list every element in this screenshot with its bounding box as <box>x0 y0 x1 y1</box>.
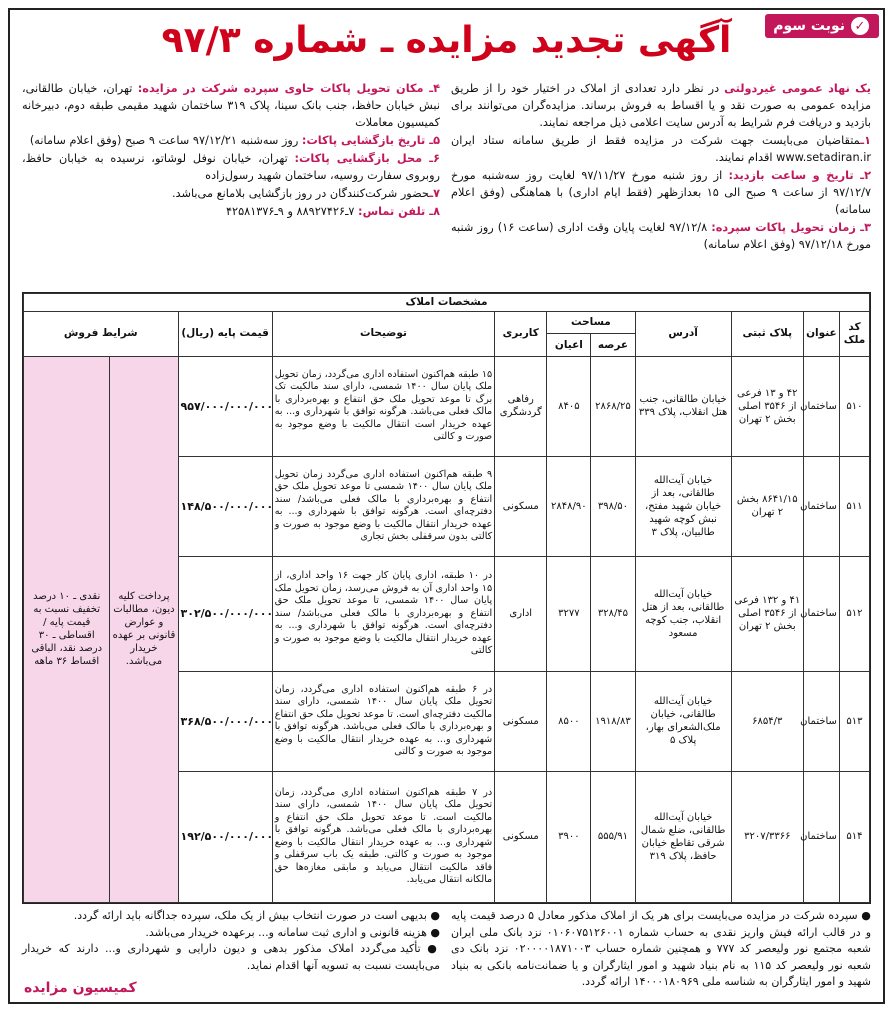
cell-usage: مسکونی <box>495 771 547 902</box>
info-right <box>451 80 871 254</box>
note-item: ● هزینه قانونی و اداری ثبت سامانه و... برعهده خریدار می‌باشد. <box>145 925 440 939</box>
cell-price: ۳۶۸/۵۰۰/۰۰۰/۰۰۰ <box>178 672 272 772</box>
cell-land: ۳۲۸/۴۵ <box>591 556 635 671</box>
cell-description: ۹ طبقه هم‌اکنون استفاده اداری می‌گردد زمان تحویل ملک پایان سال ۱۴۰۰ شمسی تا موعد تحویل ملک حق انتفاع و بهره‌برداری با مالک فعلی می‌باشد/ سند دفترچه‌ای است. هرگونه توافق با شهرداری و... به عهده خریدار انتقال مالکیت با وضع موجود به صورت و کالتی بدون سرقفلی بخش تجاری <box>272 456 494 556</box>
header-description: توضیحات <box>272 312 494 357</box>
cell-code: ۵۱۲ <box>839 556 869 671</box>
cell-building: ۸۵۰۰ <box>547 672 591 772</box>
cell-address: خیابان آیت‌الله طالقانی، بعد از هتل انقلاب، جنب کوچه مسعود <box>635 556 731 671</box>
cell-building: ۳۹۰۰ <box>547 771 591 902</box>
cell-price: ۳۰۲/۵۰۰/۰۰۰/۰۰۰ <box>178 556 272 671</box>
cell-land: ۳۹۸/۵۰ <box>591 456 635 556</box>
round-label: نوبت سوم <box>773 18 845 34</box>
info-item: ۵ـ تاریخ بازگشایی پاکات: روز سه‌شنبه ۹۷/۱۲/۲۱ ساعت ۹ صبح (وفق اعلام سامانه) <box>29 134 440 147</box>
header-usage: کاربری <box>495 312 547 357</box>
info-item: ۸ـ تلفن تماس: ۷ـ۸۸۹۲۷۴۲۶ و ۹ـ۴۲۵۸۱۳۷۶ <box>225 205 440 218</box>
cell-title: ساختمان <box>803 672 839 772</box>
cell-address: خیابان آیت‌الله طالقانی، بعد از خیابان شهید مفتح، نبش کوچه شهید طالبیان، پلاک ۳ <box>635 456 731 556</box>
cell-land: ۱۹۱۸/۸۳ <box>591 672 635 772</box>
cell-building: ۲۸۴۸/۹۰ <box>547 456 591 556</box>
cell-usage: مسکونی <box>495 672 547 772</box>
cell-land: ۲۸۶۸/۲۵ <box>591 356 635 456</box>
header-title: عنوان <box>803 312 839 357</box>
cell-terms-inner: پرداخت کلیه دیون، مطالبات و عوارض قانونی بر عهده خریدار می‌باشد. <box>110 356 178 902</box>
cell-price: ۱۴۸/۵۰۰/۰۰۰/۰۰۰ <box>178 456 272 556</box>
auction-advertisement <box>8 8 885 1004</box>
notes-right <box>451 908 871 991</box>
cell-building: ۳۲۷۷ <box>547 556 591 671</box>
note-item: ● بدیهی است در صورت انتخاب بیش از یک ملک، سپرده جداگانه باید ارائه گردد. <box>73 909 440 922</box>
cell-code: ۵۱۱ <box>839 456 869 556</box>
check-icon: ✓ <box>851 17 869 35</box>
cell-terms-outer: نقدی ـ ۱۰ درصد تخفیف نسبت به قیمت پایه / اقساطی ـ ۳۰ درصد نقد، الباقی اقساط ۳۶ ماهه <box>24 356 110 902</box>
cell-code: ۵۱۰ <box>839 356 869 456</box>
cell-code: ۵۱۳ <box>839 672 869 772</box>
header-code: کد ملک <box>839 312 869 357</box>
cell-building: ۸۴۰۵ <box>547 356 591 456</box>
note-item: ● تأکید می‌گردد املاک مذکور بدهی و دیون دارایی و شهرداری و... دارند که خریدار می‌بایست نسبت به تسویه آنها اقدام نماید. <box>22 942 440 972</box>
cell-plaque: ۳۲۰۷/۳۳۶۶ <box>731 771 803 902</box>
info-item: ۶ـ محل بازگشایی پاکات: تهران، خیابان نوفل لوشاتو، نرسیده به خیابان حافظ، روبروی سفارت روسیه، ساختمان شهید رسول‌زاده <box>22 152 440 182</box>
cell-description: در ۷ طبقه هم‌اکنون استفاده اداری می‌گردد، زمان تحویل ملک پایان سال ۱۴۰۰ شمسی، دارای سند مالکیت است. تا موعد تحویل ملک حق انتفاع و بهره‌برداری با مالک فعلی می‌باشد. هرگونه توافق با شهرداری و... به عهده خریدار انتقال مالکیت با وضع موجود به صورت و کالتی. طبقه یک باب سرقفلی و فاقد مالکیت انتقال می‌یابد و مابقی مغازه‌ها حق مالکانه انتقال می‌یابد. <box>272 771 494 902</box>
cell-title: ساختمان <box>803 771 839 902</box>
cell-description: در ۶ طبقه هم‌اکنون استفاده اداری می‌گردد، زمان تحویل ملک پایان سال ۱۴۰۰ شمسی، دارای سند مالکیت دفترچه‌ای است. تا موعد تحویل ملک حق انتفاع و بهره‌برداری با مالک فعلی می‌باشد. هرگونه توافق با شهرداری و... به عهده خریدار انتقال مالکیت با وضع موجود به صورت و کالتی <box>272 672 494 772</box>
cell-usage: مسکونی <box>495 456 547 556</box>
cell-usage: رفاهی گردشگری <box>495 356 547 456</box>
table-row <box>24 356 870 456</box>
info-item: ۷ـحضور شرکت‌کنندگان در روز بازگشایی بلامانع می‌باشد. <box>171 187 440 200</box>
cell-plaque: ۶۸۵۴/۳ <box>731 672 803 772</box>
notes-left <box>22 908 440 974</box>
table-section-title: مشخصات املاک <box>24 294 870 312</box>
info-item: ۳ـ زمان تحویل پاکات سپرده: ۹۷/۱۲/۸ لغایت پایان وقت اداری (ساعت ۱۶) روز شنبه مورخ ۹۷/۱۲/۱۸ (وفق اعلام سامانه) <box>451 221 871 251</box>
header-terms: شرایط فروش <box>24 312 179 357</box>
cell-description: در ۱۰ طبقه، اداری پایان کار جهت ۱۶ واحد اداری، از ۱۵ واحد اداری آن به فروش می‌رسد، زمان تحویل ملک پایان سال ۱۴۰۰ شمسی، تا موعد تحویل ملک حق انتفاع و بهره‌برداری با مالک فعلی می‌باشد/ سند دفترچه‌ای است. هرگونه توافق با شهرداری و... به عهده خریدار انتقال مالکیت با وضع موجود به صورت و کالتی <box>272 556 494 671</box>
header-area-building: اعیان <box>547 334 591 356</box>
header-price: قیمت پایه (ریال) <box>178 312 272 357</box>
header-address: آدرس <box>635 312 731 357</box>
cell-address: خیابان آیت‌الله طالقانی، ضلع شمال شرقی تقاطع خیابان حافظ، پلاک ۳۱۹ <box>635 771 731 902</box>
cell-land: ۵۵۵/۹۱ <box>591 771 635 902</box>
cell-price: ۹۵۷/۰۰۰/۰۰۰/۰۰۰ <box>178 356 272 456</box>
cell-usage: اداری <box>495 556 547 671</box>
cell-address: خیابان طالقانی، جنب هتل انقلاب، پلاک ۳۳۹ <box>635 356 731 456</box>
info-left <box>22 80 440 221</box>
cell-title: ساختمان <box>803 556 839 671</box>
cell-plaque: ۸۶۴۱/۱۵ بخش ۲ تهران <box>731 456 803 556</box>
cell-title: ساختمان <box>803 456 839 556</box>
info-item: ۴ـ مکان تحویل پاکات حاوی سپرده شرکت در مزایده: تهران، خیابان طالقانی، نبش خیابان حافظ، جنب بانک سینا، پلاک ۳۱۹ ساختمان شهید مقیمی طبقه دوم، دبیرخانه کمیسیون معاملات <box>22 82 440 129</box>
note-item: ● سپرده شرکت در مزایده می‌بایست برای هر یک از املاک مذکور معادل ۵ درصد قیمت پایه و در قالب ارائه فیش واریز نقدی به حساب شماره ۰۱۰۶۰۷۵۱۲۶۰۰۱ نزد بانک ملی ایران شعبه مجتمع نور ولیعصر کد ۷۷۷ و همچنین شماره حساب ۰۲۰۰۰۰۱۸۷۱۰۰۳ نزد بانک دی شعبه نور ولیعصر کد ۱۱۵ به نام بنیاد شهید و امور ایثارگران و یا ضمانت‌نامه بانکی به بنیاد شهید و امور ایثارگران به شناسه ملی ۱۴۰۰۰۱۸۰۹۶۹ ارائه گردد. <box>451 909 872 988</box>
cell-address: خیابان آیت‌الله طالقانی، خیابان ملک‌الشعرای بهار، پلاک ۵ <box>635 672 731 772</box>
cell-code: ۵۱۴ <box>839 771 869 902</box>
header-area-land: عرصه <box>591 334 635 356</box>
info-item: ۲ـ تاریخ و ساعت بازدید: از روز شنبه مورخ ۹۷/۱۱/۲۷ لغایت روز سه‌شنبه مورخ ۹۷/۱۲/۷ از ساعت ۹ صبح الی ۱۵ بعدازظهر (فقط ایام اداری) با هماهنگی (وفق اعلام سامانه) <box>451 169 872 216</box>
info-item: ۱ـمتقاضیان می‌بایست جهت شرکت در مزایده فقط از طریق سامانه ستاد ایران www.setadiran.ir اقدام نمایند. <box>451 134 871 164</box>
property-table <box>22 292 871 904</box>
info-item: یک نهاد عمومی غیردولتی در نظر دارد تعدادی از املاک در اختیار خود را از طریق مزایده عمومی به صورت نقد و یا اقساط به فروش برساند. مزایده‌گران می‌توانند برای بازدید و دریافت فرم شرایط به آدرس سایت اعلامی ذیل مراجعه نمایند. <box>451 82 871 129</box>
header-plaque: پلاک ثبتی <box>731 312 803 357</box>
cell-plaque: ۴۱ و ۱۳۲ فرعی از ۳۵۴۶ اصلی بخش ۲ تهران <box>731 556 803 671</box>
cell-price: ۱۹۲/۵۰۰/۰۰۰/۰۰۰ <box>178 771 272 902</box>
cell-plaque: ۴۲ و ۱۳ فرعی از ۳۵۴۶ اصلی بخش ۲ تهران <box>731 356 803 456</box>
cell-description: ۱۵ طبقه هم‌اکنون استفاده اداری می‌گردد، زمان تحویل ملک پایان سال ۱۴۰۰ شمسی، دارای سند مالکیت تک برگ تا موعد تحویل ملک حق انتفاع و بهره‌برداری با مالک فعلی می‌باشد. هرگونه توافق با شهرداری و... به عهده خریدار است انتقال مالکیت با وضع موجود به صورت و کالتی <box>272 356 494 456</box>
commission-signature: کمیسیون مزایده <box>24 980 137 996</box>
page-title: آگهی تجدید مزایده ـ شماره ۹۷/۳ <box>161 20 732 61</box>
cell-title: ساختمان <box>803 356 839 456</box>
header-area: مساحت <box>547 312 635 334</box>
